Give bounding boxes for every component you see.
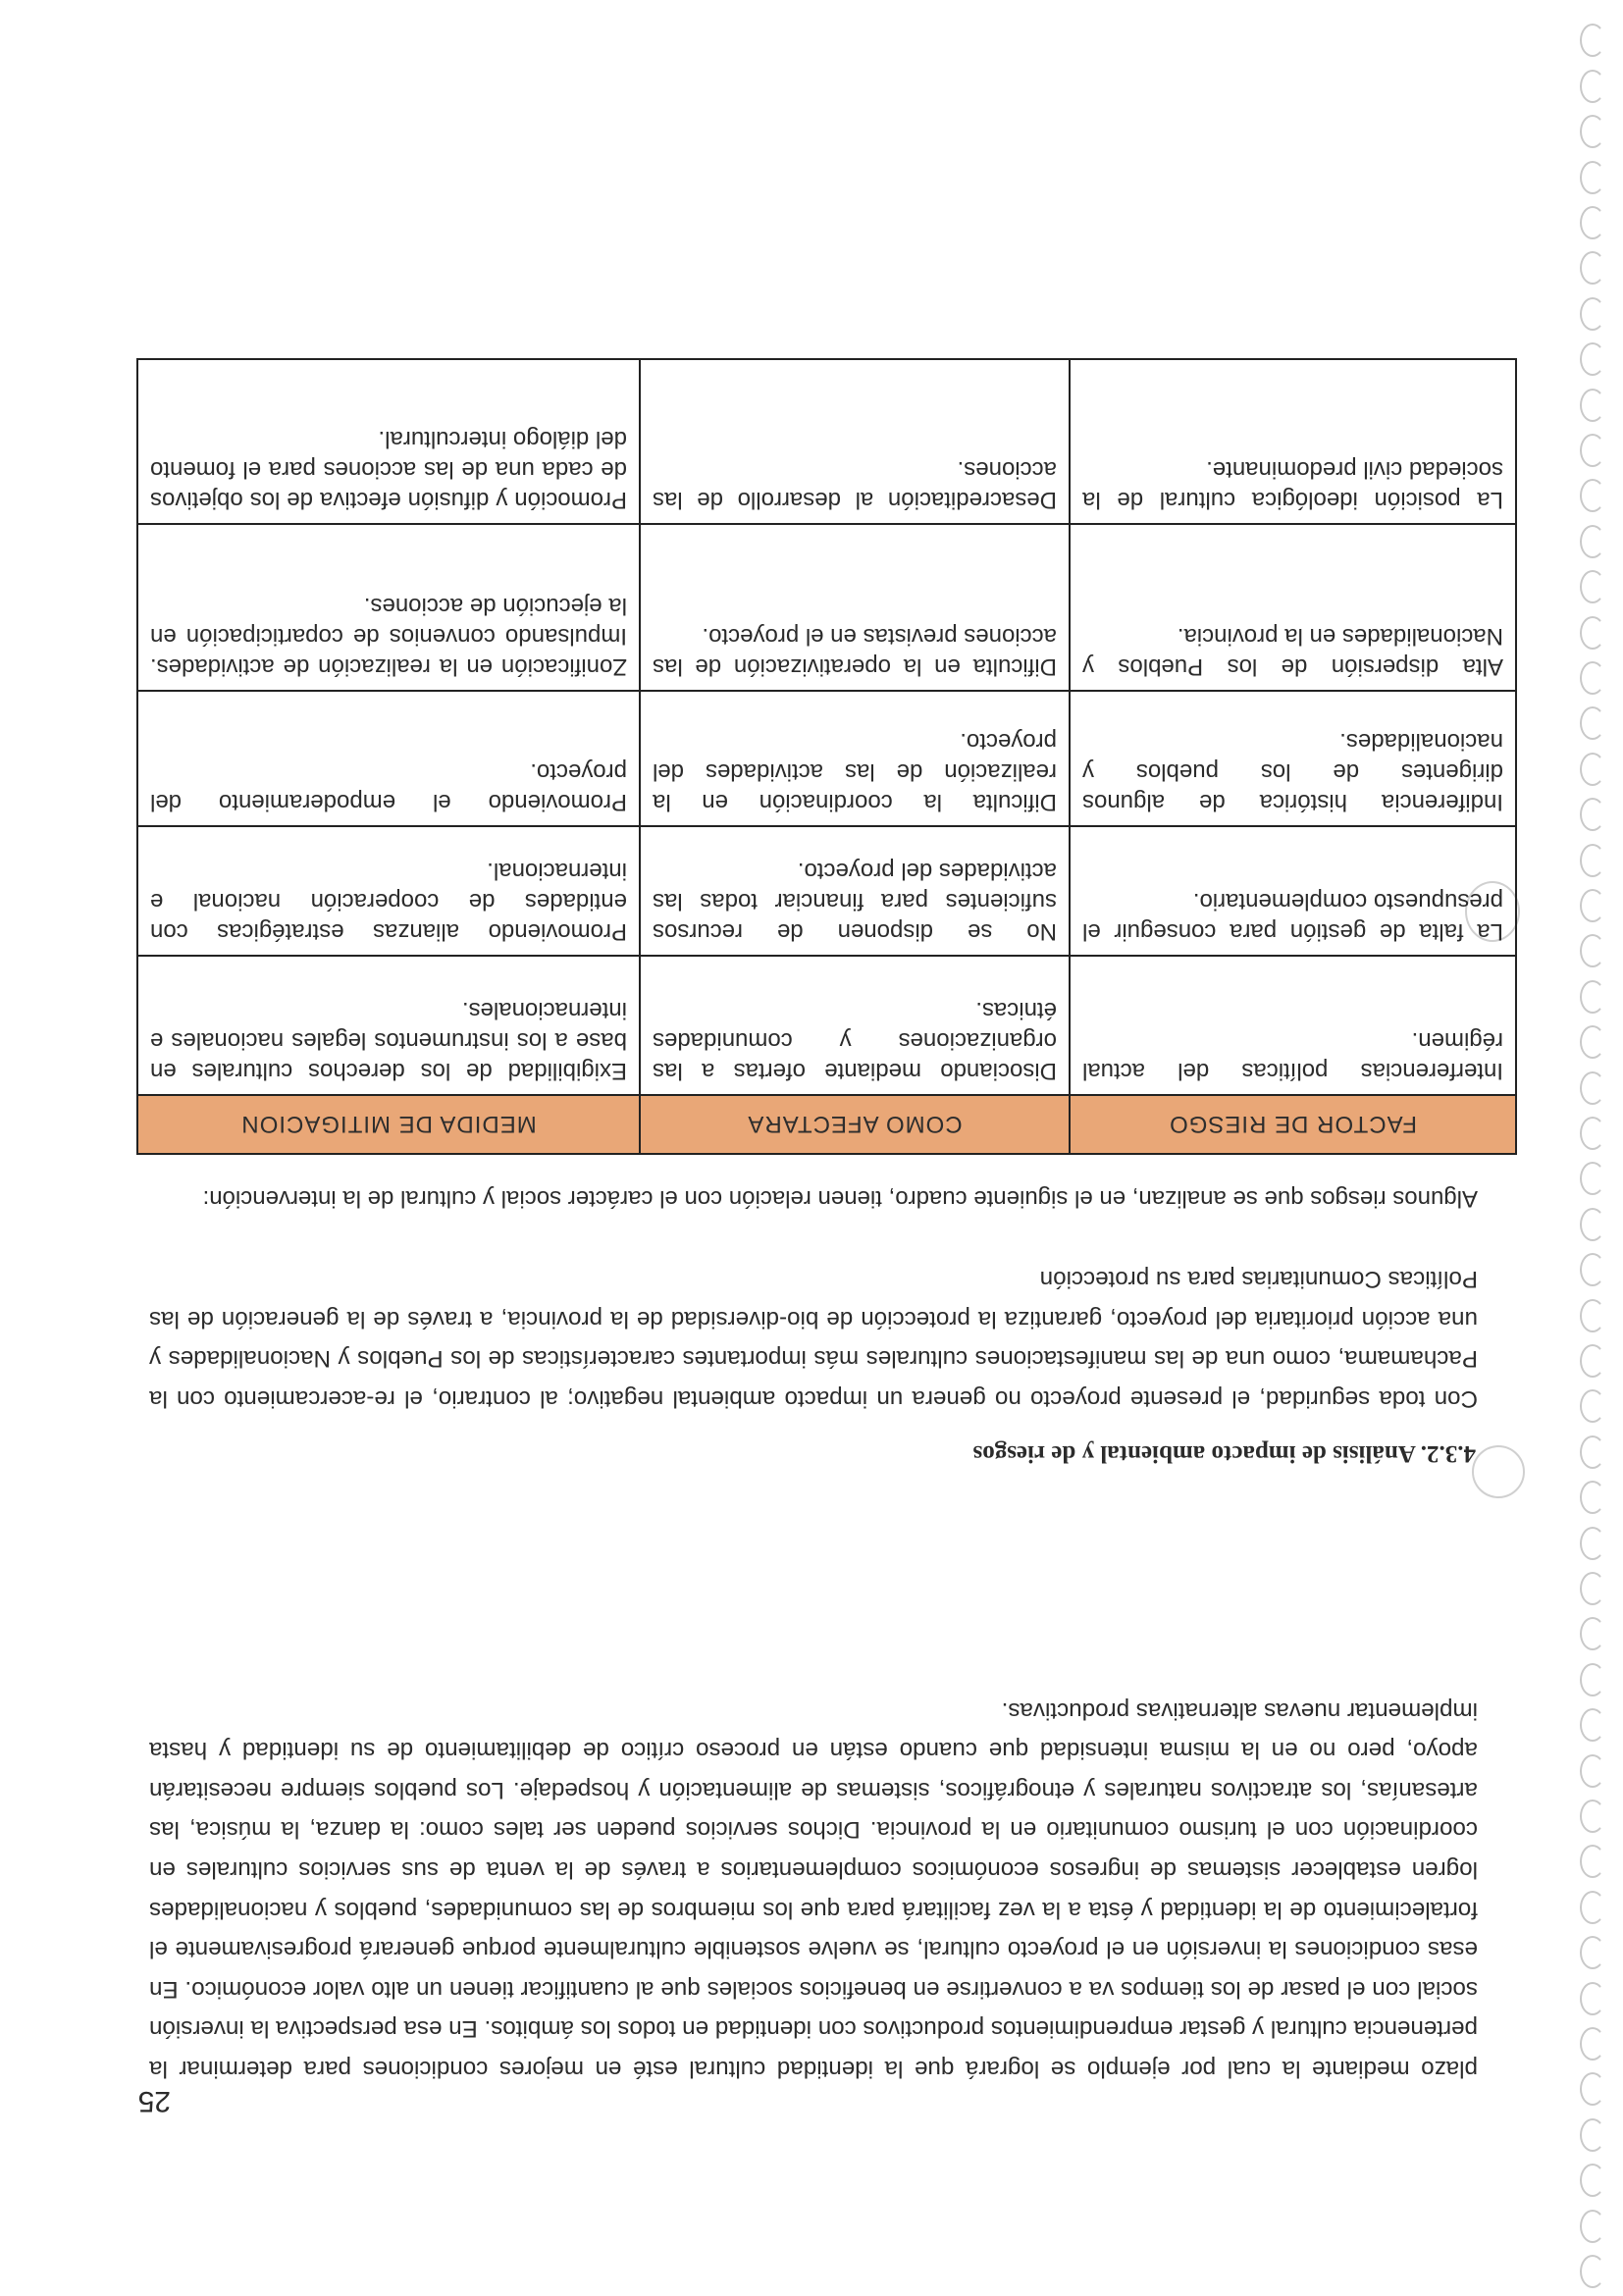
table-cell: Interferencias políticas del actual régimen. xyxy=(1070,956,1516,1095)
binding-hole xyxy=(1580,889,1605,922)
binding-hole xyxy=(1580,434,1605,467)
page-number: 25 xyxy=(137,2085,171,2117)
table-cell: Dificulta la coordinación en la realización de las actividades del proyecto. xyxy=(640,691,1070,826)
binding-hole xyxy=(1580,206,1605,239)
header-factor-de-riesgo: FACTOR DE RIESGO xyxy=(1070,1095,1516,1154)
binding-hole xyxy=(1580,1708,1605,1742)
table-row xyxy=(137,826,1516,956)
header-medida-de-mitigacion: MEDIDA DE MITIGACION xyxy=(137,1095,640,1154)
binding-hole xyxy=(1580,798,1605,831)
binding-hole xyxy=(1580,1435,1605,1469)
binding-hole xyxy=(1580,616,1605,650)
table-cell: Disociando mediante ofertas a las organizaciones y comunidades étnicas. xyxy=(640,956,1070,1095)
table-header-row xyxy=(137,1095,1516,1154)
binding-hole xyxy=(1580,1800,1605,1833)
binding-hole xyxy=(1580,1572,1605,1605)
header-como-afectara: COMO AFECTARA xyxy=(640,1095,1070,1154)
binding-hole xyxy=(1580,1936,1605,1969)
binding-hole xyxy=(1580,1299,1605,1332)
binding-hole xyxy=(1580,389,1605,422)
binding-hole xyxy=(1580,1071,1605,1105)
table-cell: Dificulta en la operativización de las acciones previstas en el proyecto. xyxy=(640,524,1070,691)
table-cell: La falta de gestión para conseguir el presupuesto complementario. xyxy=(1070,826,1516,956)
binding-hole xyxy=(1580,1617,1605,1650)
table-row xyxy=(137,524,1516,691)
binding-hole xyxy=(1580,1389,1605,1423)
table-cell: Exigibilidad de los derechos culturales en base a los instrumentos legales nacionales e internacionales. xyxy=(137,956,640,1095)
binding-hole xyxy=(1580,1481,1605,1514)
binding-hole xyxy=(1580,753,1605,786)
table-cell: Alta dispersión de los Pueblos y Nacionalidades en la provincia. xyxy=(1070,524,1516,691)
table-cell: Promoción y difusión efectiva de los objetivos de cada una de las acciones para el fomento del diálogo intercultural. xyxy=(137,359,640,524)
table-row xyxy=(137,691,1516,826)
table-cell: Zonificación en la realización de actividades. Impulsando convenios de coparticipación en la ejecución de acciones. xyxy=(137,524,640,691)
binding-hole xyxy=(1580,661,1605,695)
body-paragraph-1: plazo mediante la cual por ejemplo se logrará que la identidad cultural esté en mejores condiciones para determinar la pertenencia cultural y gestar emprendimientos productivos con identidad en todos los ámbitos. En esa perspectiva la inversión social con el pasar de los tiempos va a convertirse en beneficios sociales que al cuantificar tienen un alto valor económico. En esas condiciones la inversión en el proyecto cultural, se vuelve sostenible culturalmente porque generará progresivamente el fortalecimiento de la identidad y ésta a la vez facilitará para que los miembros de las comunidades, pueblos y nacionalidades logren establecer sistemas de ingresos económicos complementarios a través de la venta de sus servicios culturales en coordinación con el turismo comunitario en la provincia. Dichos servicios pueden ser tales como: la danza, la música, las artesanías, los atractivos naturales y etnográficos, sistemas de alimentación y hospedaje. Los pueblos siempre necesitarán apoyo, pero no en la misma intensidad que cuando están en proceso crítico de debilitamiento de su identidad y hasta implementar nuevas alternativas productivas. xyxy=(149,1696,1478,2082)
table-row xyxy=(137,359,1516,524)
table-cell: La posición ideológica cultural de la sociedad civil predominante. xyxy=(1070,359,1516,524)
binding-hole xyxy=(1580,342,1605,376)
spiral-binding xyxy=(1570,12,1609,2288)
binding-hole xyxy=(1580,525,1605,558)
binding-hole xyxy=(1580,2072,1605,2106)
table-cell: Promoviendo el empoderamiento del proyecto. xyxy=(137,691,640,826)
section-heading: 4.3.2. Análisis de impacto ambiental y de riesgos xyxy=(972,1440,1476,1467)
binding-hole xyxy=(1580,1527,1605,1560)
table-row xyxy=(137,956,1516,1095)
table-cell: Desacreditación al desarrollo de las acciones. xyxy=(640,359,1070,524)
binding-hole xyxy=(1580,706,1605,740)
body-paragraph-2: Con toda seguridad, el presente proyecto no genera un impacto ambiental negativo; al contrario, el re-acercamiento con la Pachamama, como una de las manifestaciones culturales más importantes características de los Pueblos y Nacionalidades y una acción prioritaria del proyecto, garantiza la protección de bio-diversidad de la provincia, a través de la generación de las Políticas Comunitarias para su protección xyxy=(149,1266,1478,1412)
binding-hole xyxy=(1580,115,1605,148)
binding-hole xyxy=(1580,980,1605,1014)
binding-hole xyxy=(1580,1117,1605,1150)
binding-hole xyxy=(1580,251,1605,285)
binding-hole xyxy=(1580,297,1605,331)
binding-hole xyxy=(1580,1754,1605,1788)
binding-hole xyxy=(1580,2118,1605,2152)
binding-hole xyxy=(1580,1253,1605,1286)
binding-hole xyxy=(1580,1845,1605,1878)
binding-hole xyxy=(1580,24,1605,57)
binding-hole xyxy=(1580,479,1605,512)
binding-hole xyxy=(1580,1344,1605,1378)
binding-hole xyxy=(1580,70,1605,103)
binding-hole xyxy=(1580,2255,1605,2288)
binding-hole xyxy=(1580,1891,1605,1924)
binding-hole xyxy=(1580,934,1605,967)
risk-table xyxy=(136,358,1517,1155)
table-cell: No se disponen de recursos suficientes para financiar todas las actividades del proyecto. xyxy=(640,826,1070,956)
table-cell: Promoviendo alianzas estratégicas con entidades de cooperación nacional e internacional. xyxy=(137,826,640,956)
binding-hole xyxy=(1580,161,1605,194)
binding-hole xyxy=(1580,2164,1605,2197)
binding-hole xyxy=(1580,2027,1605,2061)
table-cell: Indiferencia histórica de algunos dirigentes de los pueblos y nacionalidades. xyxy=(1070,691,1516,826)
table-intro: Algunos riesgos que se analizan, en el siguiente cuadro, tienen relación con el carácter social y cultural de la intervención: xyxy=(202,1185,1478,1212)
binding-hole xyxy=(1580,1982,1605,2015)
binding-hole xyxy=(1580,1162,1605,1195)
binding-hole xyxy=(1580,1663,1605,1696)
binding-hole xyxy=(1580,1025,1605,1059)
binding-hole xyxy=(1580,844,1605,877)
binding-hole xyxy=(1580,2210,1605,2243)
punch-hole-mark xyxy=(1472,1445,1525,1498)
binding-hole xyxy=(1580,1208,1605,1241)
binding-hole xyxy=(1580,570,1605,603)
